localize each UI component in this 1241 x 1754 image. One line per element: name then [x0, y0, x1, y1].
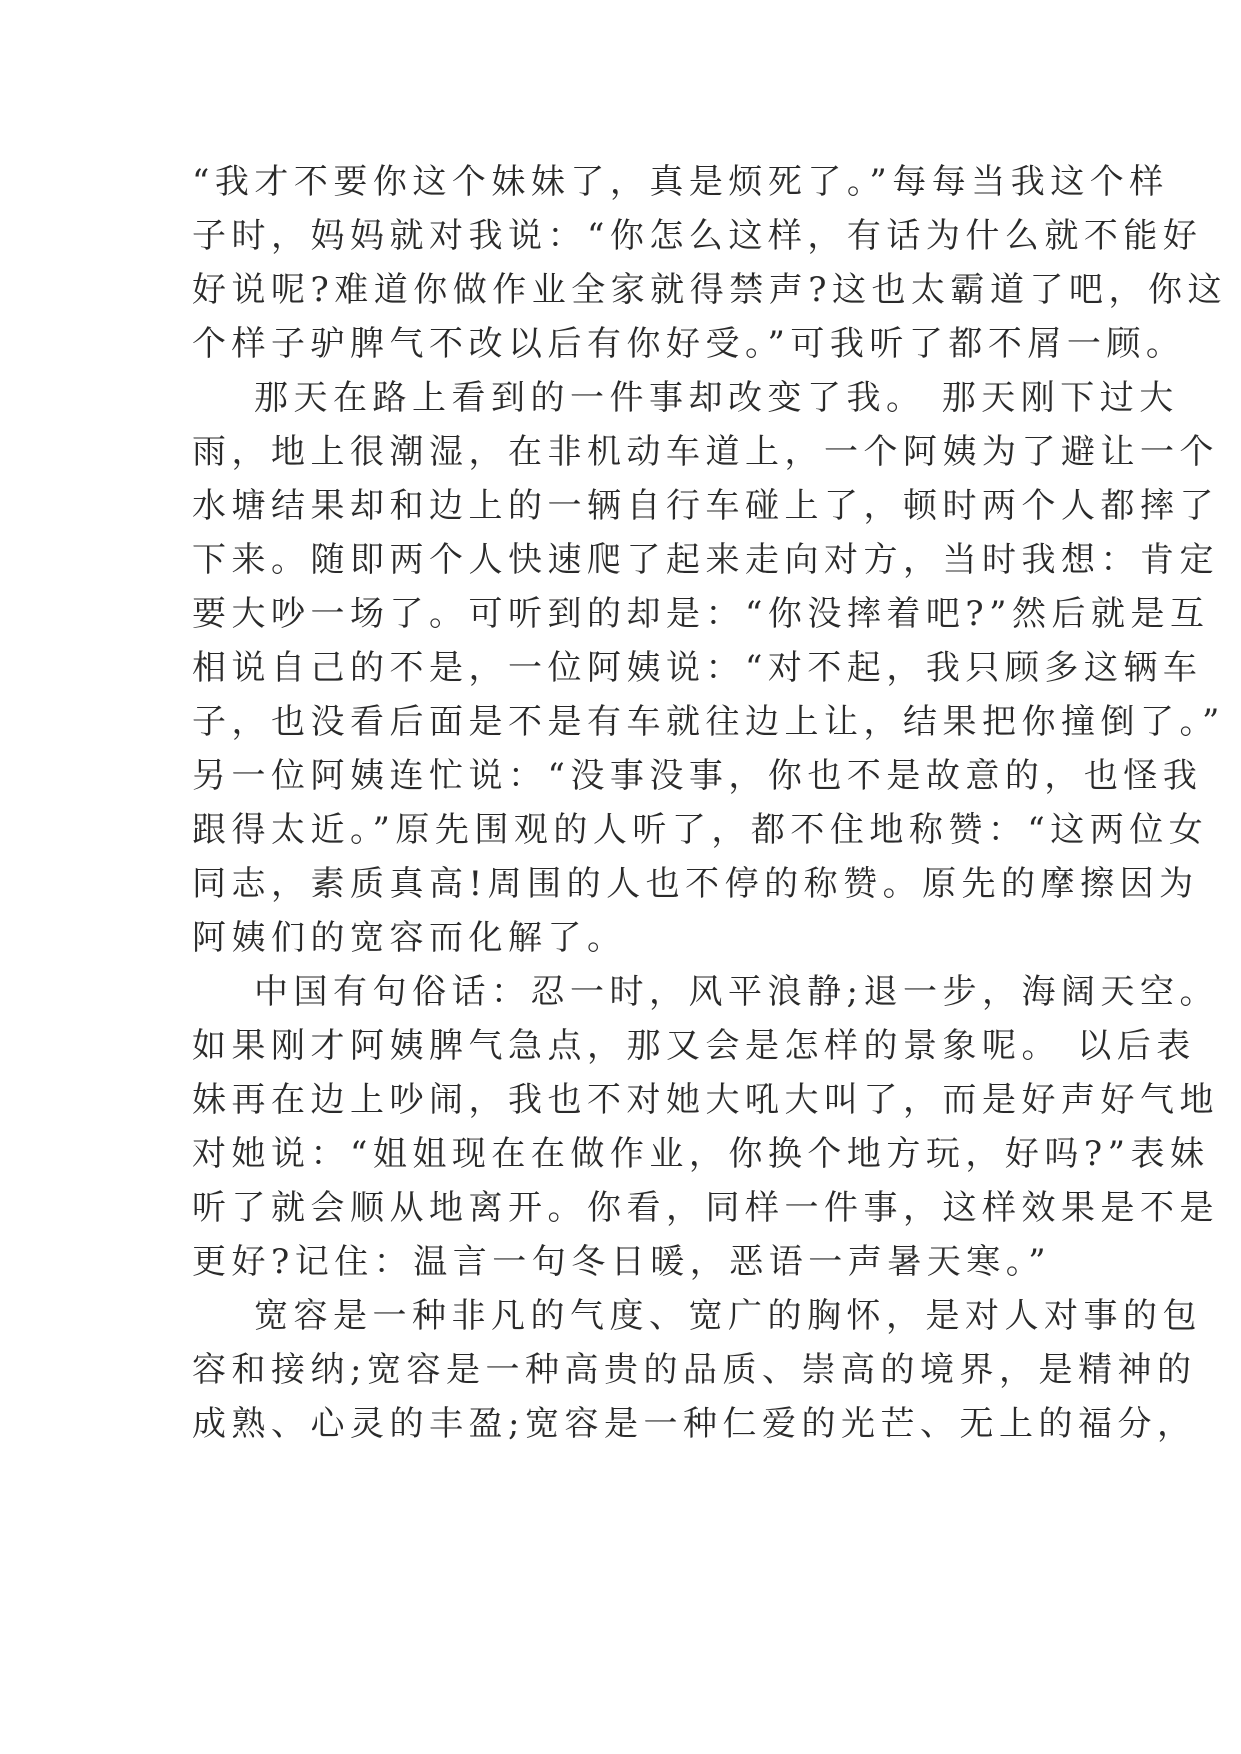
- text-line: 另一位阿姨连忙说：“没事没事，你也不是故意的，也怪我: [192, 756, 1203, 796]
- text-line: 对她说：“姐姐现在在做作业，你换个地方玩，好吗?”表妹: [192, 1134, 1210, 1174]
- text-line: 下来。随即两个人快速爬了起来走向对方，当时我想：肯定: [192, 540, 1219, 580]
- text-line: 妹再在边上吵闹，我也不对她大吼大叫了，而是好声好气地: [192, 1080, 1219, 1120]
- text-line: 子时，妈妈就对我说：“你怎么这样，有话为什么就不能好: [192, 216, 1203, 256]
- text-line: 个样子驴脾气不改以后有你好受。”可我听了都不屑一顾。: [192, 324, 1186, 364]
- text-line: 更好?记住：温言一句冬日暖，恶语一声暑天寒。”: [192, 1242, 1052, 1282]
- text-line: 水塘结果却和边上的一辆自行车碰上了，顿时两个人都摔了: [192, 486, 1219, 526]
- text-line: 相说自己的不是，一位阿姨说：“对不起，我只顾多这辆车: [192, 648, 1203, 688]
- text-line: 要大吵一场了。可听到的却是：“你没摔着吧?”然后就是互: [192, 594, 1210, 634]
- paragraph-first-line: 中国有句俗话：忍一时，风平浪静;退一步，海阔天空。: [254, 972, 1219, 1012]
- text-line: 容和接纳;宽容是一种高贵的品质、崇高的境界，是精神的: [192, 1350, 1197, 1390]
- text-line: 雨，地上很潮湿，在非机动车道上，一个阿姨为了避让一个: [192, 432, 1219, 472]
- text-line: 听了就会顺从地离开。你看，同样一件事，这样效果是不是: [192, 1188, 1219, 1228]
- paragraph-first-line: 那天在路上看到的一件事却改变了我。 那天刚下过大: [254, 378, 1179, 418]
- paragraph-first-line: 宽容是一种非凡的气度、宽广的胸怀，是对人对事的包: [254, 1296, 1202, 1336]
- text-line: 跟得太近。”原先围观的人听了，都不住地称赞：“这两位女: [192, 810, 1209, 850]
- text-line: 同志，素质真高!周围的人也不停的称赞。原先的摩擦因为: [192, 864, 1199, 904]
- text-line: 阿姨们的宽容而化解了。: [192, 918, 627, 958]
- text-line: 成熟、心灵的丰盈;宽容是一种仁爱的光芒、无上的福分，: [192, 1404, 1197, 1444]
- text-line: 如果刚才阿姨脾气急点，那又会是怎样的景象呢。 以后表: [192, 1026, 1196, 1066]
- text-line: 子，也没看后面是不是有车就往边上让，结果把你撞倒了。”: [192, 702, 1225, 742]
- text-line: “我才不要你这个妹妹了，真是烦死了。”每每当我这个样: [192, 162, 1169, 202]
- text-line: 好说呢?难道你做作业全家就得禁声?这也太霸道了吧，你这: [192, 270, 1227, 310]
